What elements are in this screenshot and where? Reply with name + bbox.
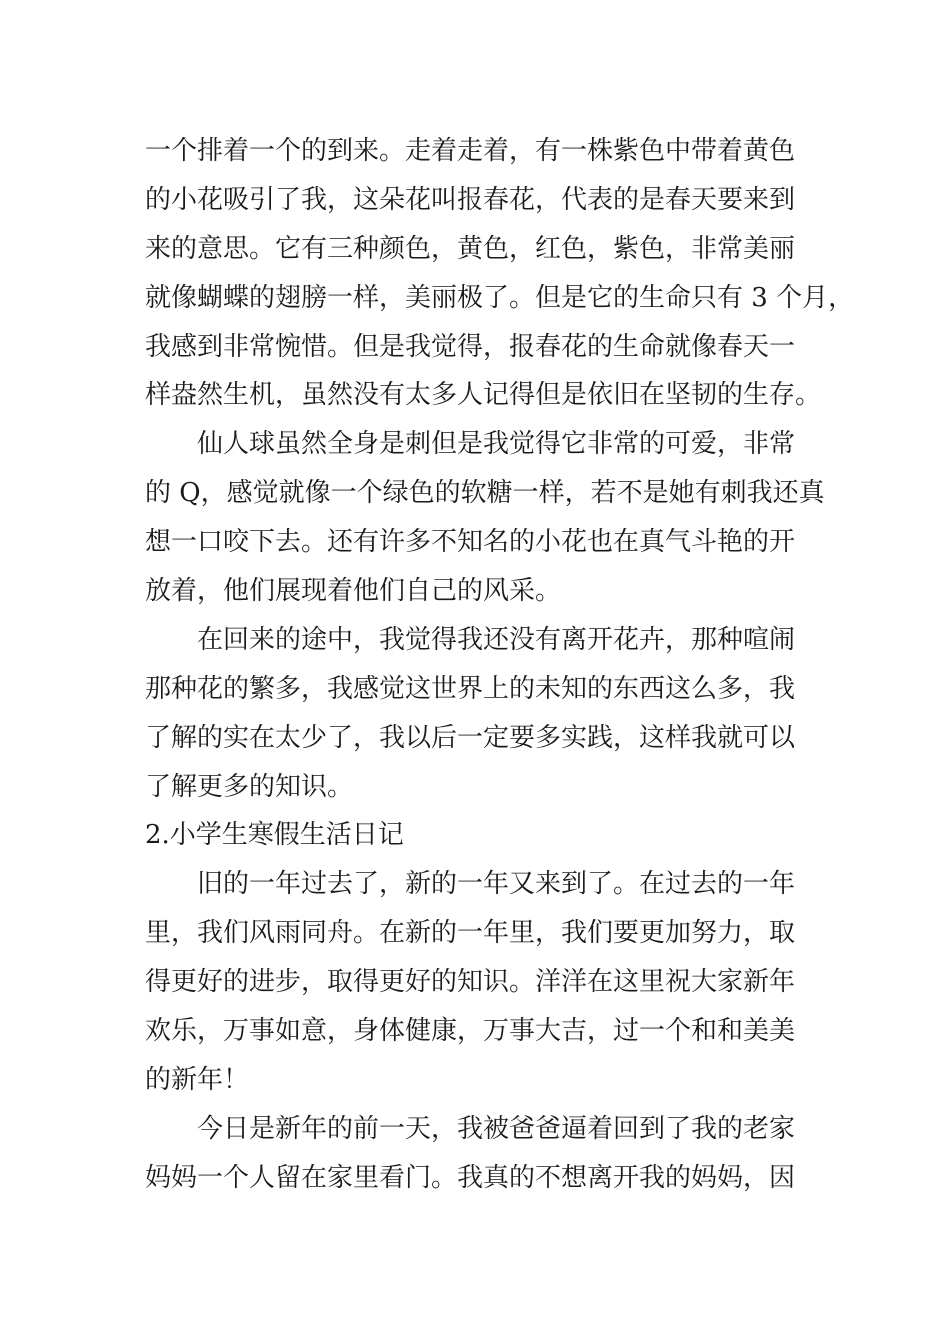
text-line: 旧的一年过去了，新的一年又来到了。在过去的一年 — [197, 869, 796, 900]
text-line: 一个排着一个的到来。走着走着，有一株紫色中带着黄色 — [145, 136, 796, 166]
text-line: 我感到非常惋惜。但是我觉得，报春花的生命就像春天一 — [145, 331, 796, 362]
text-line: 欢乐，万事如意，身体健康，万事大吉，过一个和和美美 — [145, 1016, 796, 1047]
document-body — [0, 127, 950, 1203]
text-line: 那种花的繁多，我感觉这世界上的未知的东西这么多，我 — [145, 673, 796, 704]
text-line: 的新年！ — [145, 1064, 250, 1095]
text-line: 的 Q，感觉就像一个绿色的软糖一样，若不是她有刺我还真 — [145, 478, 825, 509]
text-line: 得更好的进步，取得更好的知识。洋洋在这里祝大家新年 — [145, 967, 796, 998]
text-line: 来的意思。它有三种颜色，黄色，红色，紫色，非常美丽 — [145, 233, 796, 264]
section-heading: 2.小学生寒假生活日记 — [145, 820, 404, 851]
text-line: 了解更多的知识。 — [145, 771, 354, 802]
text-line: 在回来的途中，我觉得我还没有离开花卉，那种喧闹 — [197, 624, 796, 655]
text-line: 样盎然生机，虽然没有太多人记得但是依旧在坚韧的生存。 — [145, 380, 822, 411]
text-line: 了解的实在太少了，我以后一定要多实践，这样我就可以 — [145, 722, 796, 753]
text-line: 的小花吸引了我，这朵花叫报春花，代表的是春天要来到 — [145, 184, 796, 215]
text-line: 妈妈一个人留在家里看门。我真的不想离开我的妈妈，因 — [145, 1162, 796, 1193]
text-line: 放着，他们展现着他们自己的风采。 — [145, 576, 562, 607]
text-line: 今日是新年的前一天，我被爸爸逼着回到了我的老家 — [197, 1113, 796, 1144]
text-line: 仙人球虽然全身是刺但是我觉得它非常的可爱，非常 — [197, 429, 796, 460]
text-line: 就像蝴蝶的翅膀一样，美丽极了。但是它的生命只有 3 个月， — [145, 282, 855, 313]
text-line: 想一口咬下去。还有许多不知名的小花也在真气斗艳的开 — [145, 527, 796, 558]
text-line: 里，我们风雨同舟。在新的一年里，我们要更加努力，取 — [145, 918, 796, 949]
